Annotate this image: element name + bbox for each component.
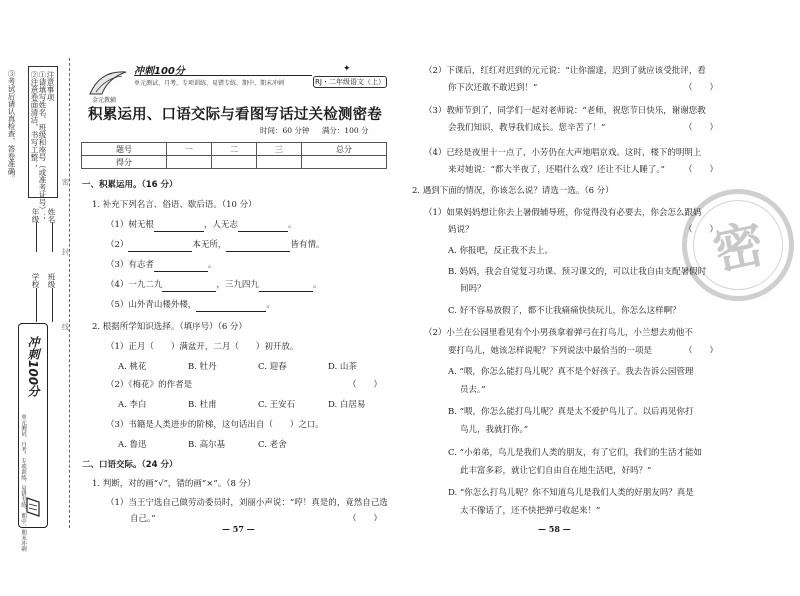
- q3-item-4-line-1: （4）已经是夜里十一点了，小芳仍在大声地唱京戏。这时，楼下的明明上: [424, 148, 702, 158]
- q3-item-1-line-2: 自己。”: [130, 514, 156, 524]
- choice-1-option-b[interactable]: B. 妈妈，我会自觉复习功课、预习课文的，可以让我自由支配暑假时: [448, 267, 707, 277]
- q2-3-option-b[interactable]: B. 高尔基: [188, 440, 226, 450]
- table-cell: 题号: [82, 143, 167, 156]
- choice-1-option-a[interactable]: A. 你报吧，反正我不去上。: [448, 246, 554, 256]
- page-number-right: — 58 —: [538, 524, 571, 534]
- answer-paren[interactable]: （ ）: [684, 123, 719, 133]
- note-2: ②注意卷面清洁，书写工整；: [30, 71, 39, 169]
- subjects-line: 单元测试、月考、专项训练、易错专练、期中、期末冲刺: [134, 80, 285, 87]
- question-2-prompt: 2. 根据所学知识选择。（填序号）（6 分）: [92, 322, 247, 332]
- section-1-heading: 一、积累运用。（16 分）: [82, 180, 178, 190]
- binding-strip: [0, 58, 70, 552]
- answer-paren[interactable]: （ ）: [684, 225, 719, 235]
- publisher-name: 金元教辅: [92, 97, 117, 104]
- q3-item-3-line-1: （3）教师节到了，同学们一起对老师说：“老师，祝您节日快乐，谢谢您教: [424, 106, 706, 116]
- seam-word-1: 密: [61, 178, 70, 186]
- q2-2-option-d[interactable]: D. 白居易: [328, 400, 366, 410]
- table-cell: 三: [257, 143, 302, 156]
- strip-publisher-icon: [25, 494, 41, 520]
- q3-item-4-line-2: 来对她说：“都大半夜了，还唱什么戏？还让不让人睡了。”: [448, 165, 665, 175]
- q2-2-option-b[interactable]: B. 杜甫: [188, 400, 217, 410]
- answer-blank[interactable]: [238, 222, 288, 232]
- publisher-logo-icon: [86, 64, 130, 104]
- table-cell: 一: [167, 143, 212, 156]
- choice-1-option-c[interactable]: C. 好不容易放假了，都不让我痛痛快快玩儿，你怎么这样啊？: [448, 306, 681, 316]
- choice-2-option-d-cont: 太不像话了，还不快把弹弓收起来！”: [460, 506, 601, 516]
- page-number-left: — 57 —: [222, 524, 255, 534]
- table-cell: 二: [212, 143, 257, 156]
- grade-tag: RJ・二年级语文（上）: [313, 76, 387, 88]
- answer-paren[interactable]: （ ）: [684, 165, 719, 175]
- answer-blank[interactable]: [259, 282, 313, 292]
- right-column: [412, 64, 780, 524]
- answer-paren[interactable]: （ ）: [348, 380, 383, 390]
- score-table: [81, 142, 387, 169]
- answer-paren[interactable]: （ ）: [684, 346, 719, 356]
- note-title: 注意事项: [46, 71, 55, 101]
- score-cell[interactable]: [302, 156, 387, 169]
- school-label: 学校: [31, 273, 40, 288]
- table-cell: 总分: [302, 143, 387, 156]
- brand-title: 冲刺100分: [134, 66, 185, 77]
- q2-1-option-c[interactable]: C. 迎春: [258, 362, 287, 372]
- question-3-prompt: 1. 判断，对的画“√”，错的画“×”。（8 分）: [92, 479, 256, 489]
- strip-logo-box: [18, 323, 48, 552]
- answer-blank[interactable]: [154, 222, 204, 232]
- answer-blank[interactable]: [226, 242, 290, 252]
- choice-2-option-a-cont: 员去。”: [460, 385, 486, 395]
- q2-3-option-a[interactable]: A. 鲁迅: [118, 440, 147, 450]
- class-label: 班级: [47, 273, 56, 288]
- strip-logo-sub: 单元测试、月考、专项训练、易错专练、期中、期末冲刺: [20, 414, 26, 552]
- q2-2-option-c[interactable]: C. 王安石: [258, 400, 296, 410]
- q2-item-2: （2）《梅花》的作者是: [106, 380, 193, 390]
- question-1-prompt: 1. 补充下列名言、俗语、歇后语。（10 分）: [92, 200, 257, 210]
- q2-3-option-c[interactable]: C. 老舍: [258, 440, 287, 450]
- score-table-header-row: [82, 143, 387, 156]
- grade-label: 年级: [31, 208, 40, 223]
- q1-item-1: （1）树无根 ，人无志 。: [106, 220, 297, 230]
- choice-1-option-b-cont: 间吗？: [460, 284, 486, 294]
- left-column: [82, 178, 392, 528]
- q2-item-3: （3）书籍是人类进步的阶梯，这句话出自（ ）之口。: [106, 420, 324, 430]
- q1-item-5: （5）山外青山楼外楼， 。: [106, 300, 275, 310]
- star-icon: ✦: [343, 64, 351, 74]
- q2-1-option-a[interactable]: A. 桃花: [118, 362, 147, 372]
- q3-item-3-line-2: 会我们知识，教导我们成长。您辛苦了！”: [448, 123, 606, 133]
- exam-title: 积累运用、口语交际与看图写话过关检测密卷: [88, 106, 382, 123]
- seal-char: 密: [708, 213, 770, 282]
- section-2-heading: 二、口语交际。（24 分）: [82, 460, 178, 470]
- q2-1-option-b[interactable]: B. 牡丹: [188, 362, 217, 372]
- score-cell[interactable]: [257, 156, 302, 169]
- exam-meta: [260, 125, 379, 136]
- choice-2-option-c[interactable]: C. “小弟弟，鸟儿是我们人类的朋友，有了它们，我们的生活才能如: [448, 448, 702, 458]
- choice-2-option-b-cont: 鸟儿，我就打你。”: [460, 425, 529, 435]
- score-table-score-row: [82, 156, 387, 169]
- table-cell: 得分: [82, 156, 167, 169]
- q1-item-4: （4）一九二九 ，三九四九 。: [106, 280, 322, 290]
- answer-blank[interactable]: [128, 242, 192, 252]
- answer-paren[interactable]: （ ）: [684, 83, 719, 93]
- note-3: ③考试后请认真检查，答卷准确。: [7, 70, 16, 183]
- q2-item-1: （1）正月（ ）满盆开，二月（ ）初开放。: [106, 342, 299, 352]
- q3-item-2-line-1: （2）下课后，红红对迟到的元元说：“让你溜達，迟到了就应该受批评，看: [424, 66, 706, 76]
- score-cell[interactable]: [212, 156, 257, 169]
- seam-word-3: 线: [61, 323, 70, 331]
- choice-1-line-1: （1）如果妈妈想让你去上暑假辅导班，你觉得没有必要去，你会怎么跟妈: [424, 208, 702, 218]
- time-limit: 时间：60 分钟: [260, 126, 310, 135]
- choice-2-option-a[interactable]: A. “喂，你怎么能打鸟儿呢？真不是个好孩子。我去告诉公园管理: [448, 367, 694, 377]
- note-1: ①请填写姓名、班级和座号（或准考证号）；: [38, 71, 47, 221]
- seam-word-2: 封: [61, 248, 70, 256]
- q3-item-1-line-1: （1）当王宁选自己做劳动委员时，刘丽小声说：“哼！真是的，竟然自己选: [106, 498, 388, 508]
- answer-blank[interactable]: [162, 282, 216, 292]
- choice-2-line-1: （2）小兰在公园里看见有个小男孩拿着弹弓在打鸟儿，小兰想去劝他不: [424, 328, 693, 338]
- q2-2-option-a[interactable]: A. 李白: [118, 400, 147, 410]
- name-label: 姓名: [47, 208, 56, 223]
- choice-2-option-d[interactable]: D. “你怎么打鸟儿呢？你不知道鸟儿是我们人类的好朋友吗？真是: [448, 488, 694, 498]
- question-4-prompt: 2. 遇到下面的情况，你该怎么说？请选一选。（6 分）: [412, 186, 614, 196]
- q2-1-option-d[interactable]: D. 山茶: [328, 362, 357, 372]
- q3-item-2-line-2: 你下次还敢不敢迟到！”: [448, 83, 538, 93]
- answer-blank[interactable]: [154, 262, 208, 272]
- score-cell[interactable]: [167, 156, 212, 169]
- choice-2-line-2: 要打鸟儿，她该怎样说呢？下列说法中最恰当的一项是: [448, 346, 653, 356]
- q1-item-3: （3）有志者 。: [106, 260, 217, 270]
- choice-2-option-b[interactable]: B. “喂，你怎么能打鸟儿呢？真是太不爱护鸟儿了。以后再见你打: [448, 407, 694, 417]
- choice-2-option-c-cont: 此丰富多彩，就让它们自由自在地生活吧，好吗？”: [460, 466, 652, 476]
- answer-paren[interactable]: （ ）: [348, 514, 383, 524]
- choice-1-line-2: 妈说？: [448, 225, 474, 235]
- answer-blank[interactable]: [196, 302, 266, 312]
- full-score: 满分：100 分: [321, 126, 369, 135]
- strip-logo-text: 冲刺100分: [26, 336, 40, 398]
- q1-item-2: （2） 本无所， 皆有情。: [106, 240, 325, 250]
